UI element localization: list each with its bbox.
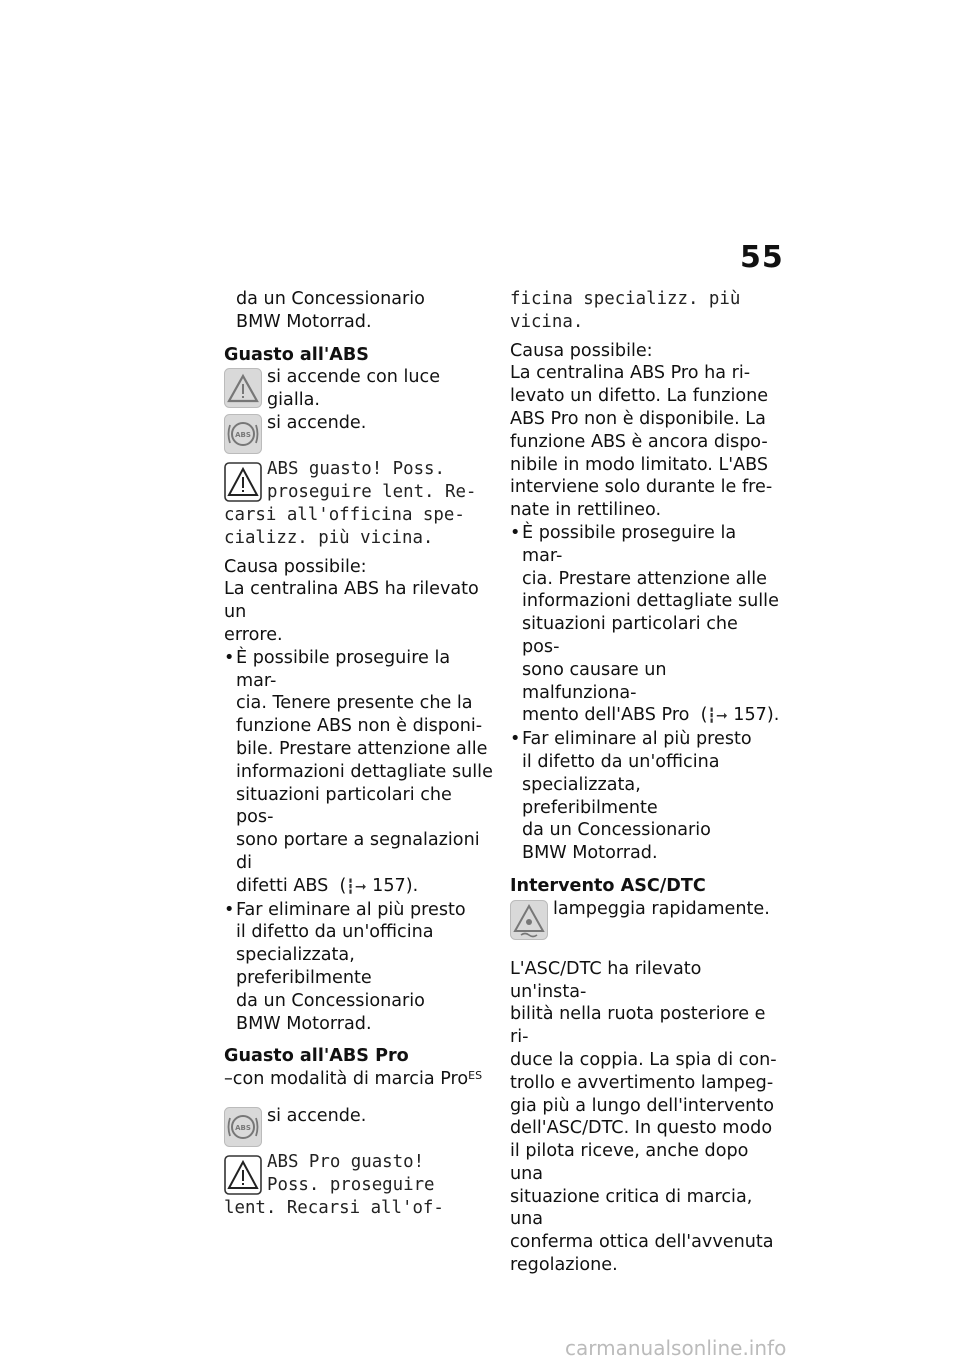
body-line: dell'ASC/DTC. In questo modo — [510, 1118, 773, 1139]
bullet-line: sono portare a segnalazioni di — [236, 830, 480, 873]
bullet-line: informazioni dettagliate sulle — [236, 761, 493, 782]
right-column — [510, 288, 780, 1277]
message-line: ABS guasto! Poss. — [267, 459, 445, 480]
body-line: situazione critica di marcia, una — [510, 1186, 753, 1230]
bullet-item — [510, 728, 780, 865]
section-heading-abs-pro-fault: Guasto all'ABS Pro — [224, 1046, 409, 1067]
indicator-text: si accende. — [267, 1105, 367, 1126]
page-number: 55 — [740, 240, 784, 275]
bullet-line: cia. Prestare attenzione alle — [522, 568, 767, 589]
message-line: ficina specializz. più — [510, 289, 741, 309]
indicator-row-abs-pro — [224, 1105, 494, 1151]
section-heading-abs-fault: Guasto all'ABS — [224, 344, 369, 365]
bullet-line: • È possibile proseguire la mar- — [522, 522, 737, 566]
bullet-line: informazioni dettagliate sulle — [522, 591, 779, 612]
display-message-abs-pro — [224, 1151, 494, 1219]
bullet-line: • È possibile proseguire la mar- — [236, 647, 451, 691]
body-line: L'ASC/DTC ha rilevato un'insta- — [510, 958, 702, 1002]
left-column — [224, 288, 494, 1219]
bullet-line: il difetto da un'officina — [236, 922, 434, 943]
message-line: ABS Pro guasto! — [267, 1151, 425, 1172]
indicator-row-abs — [224, 412, 494, 458]
cause-label: Causa possibile: — [224, 556, 367, 577]
indicator-row-warning — [224, 366, 494, 412]
bullet-line: situazioni particolari che pos- — [236, 784, 452, 828]
bullet-item — [224, 899, 494, 1036]
message-line: carsi all'officina spe- — [224, 504, 465, 525]
message-line: vicina. — [510, 311, 584, 332]
bullet-line: cia. Tenere presente che la — [236, 693, 473, 714]
warning-triangle-yellow-icon — [224, 368, 262, 415]
message-line: proseguire lent. Re- — [267, 482, 477, 503]
bullet-item — [510, 522, 780, 728]
section-heading-asc-dtc: Intervento ASC/DTC — [510, 875, 706, 896]
bullet-item — [224, 647, 494, 899]
cause-label: Causa possibile: — [510, 340, 653, 361]
indicator-row-asc — [510, 898, 780, 944]
bullet-line: da un Concessionario — [522, 820, 711, 841]
cause-text: La centralina ABS Pro ha ri- — [510, 363, 751, 384]
bullet-line: • Far eliminare al più presto — [522, 729, 752, 750]
bullet-line: mento dell'ABS Pro (┇➞ 157). — [522, 705, 780, 726]
message-line: lent. Recarsi all'of- — [224, 1197, 444, 1218]
body-line: gia più a lungo dell'intervento — [510, 1095, 774, 1116]
bullet-line: il difetto da un'officina — [522, 751, 720, 772]
display-message-abs — [224, 458, 494, 549]
cause-text: funzione ABS è ancora dispo- — [510, 431, 768, 452]
body-line: regolazione. — [510, 1255, 618, 1276]
indicator-text: si accende. — [267, 413, 367, 434]
general-warning-icon — [224, 1155, 262, 1202]
intro-line: BMW Motorrad. — [236, 311, 372, 332]
watermark: carmanualsonline.info — [565, 1336, 787, 1360]
bullet-line: sono causare un malfunziona- — [522, 659, 667, 703]
intro-line: da un Concessionario — [236, 289, 425, 309]
body-line: bilità nella ruota posteriore e ri- — [510, 1004, 766, 1048]
body-line: duce la coppia. La spia di con- — [510, 1049, 777, 1070]
page-reference-arrow-icon[interactable]: ┇➞ — [346, 878, 367, 895]
cause-text: nibile in modo limitato. L'ABS — [510, 454, 769, 475]
bullet-line: BMW Motorrad. — [522, 843, 658, 864]
page-reference-link[interactable]: 157). — [372, 875, 419, 896]
indicator-text: lampeggia rapidamente. — [553, 898, 770, 919]
indicator-text: si accende con luce gialla. — [267, 367, 441, 411]
page-reference-link[interactable]: 157). — [733, 705, 780, 726]
bullet-line: specializzata, preferibilmente — [236, 945, 372, 988]
cause-text: nate in rettilineo. — [510, 500, 662, 521]
cause-text: errore. — [224, 624, 283, 645]
bullet-line-text: mento dell'ABS Pro — [522, 705, 690, 726]
bullet-line: bile. Prestare attenzione alle — [236, 738, 488, 759]
bullet-line-text: difetti ABS — [236, 875, 329, 896]
cause-text: La centralina ABS ha rilevato un — [224, 579, 479, 623]
bullet-line: situazioni particolari che pos- — [522, 614, 738, 657]
asc-dtc-lamp-icon — [510, 900, 548, 947]
body-line: conferma ottica dell'avvenuta — [510, 1232, 774, 1253]
svg-text:ABS: ABS — [235, 431, 251, 440]
section-subtitle-text: –con modalità di marcia Pro — [224, 1069, 469, 1090]
bullet-line: BMW Motorrad. — [236, 1013, 372, 1034]
section-subtitle — [224, 1068, 494, 1091]
bullet-line: difetti ABS (┇➞ 157). — [236, 875, 419, 896]
svg-text:ABS: ABS — [235, 1123, 251, 1132]
bullet-line: da un Concessionario — [236, 990, 425, 1011]
message-line: cializz. più vicina. — [224, 527, 434, 548]
bullet-line: funzione ABS non è disponi- — [236, 716, 483, 737]
abs-lamp-icon — [224, 414, 262, 461]
message-line: Poss. proseguire — [267, 1174, 435, 1195]
bullet-line: specializzata, preferibilmente — [522, 774, 658, 818]
cause-text: levato un difetto. La funzione — [510, 386, 769, 407]
option-superscript: ES — [468, 1069, 483, 1083]
bullet-line: • Far eliminare al più presto — [236, 899, 466, 920]
body-line: il pilota riceve, anche dopo una — [510, 1141, 749, 1184]
general-warning-icon — [224, 462, 262, 509]
page-reference-arrow-icon[interactable]: ┇➞ — [707, 708, 728, 725]
abs-lamp-icon — [224, 1107, 262, 1154]
cause-text: interviene solo durante le fre- — [510, 477, 773, 498]
body-line: trollo e avvertimento lampeg- — [510, 1072, 774, 1093]
cause-text: ABS Pro non è disponibile. La — [510, 408, 766, 429]
asc-body — [510, 958, 780, 1277]
